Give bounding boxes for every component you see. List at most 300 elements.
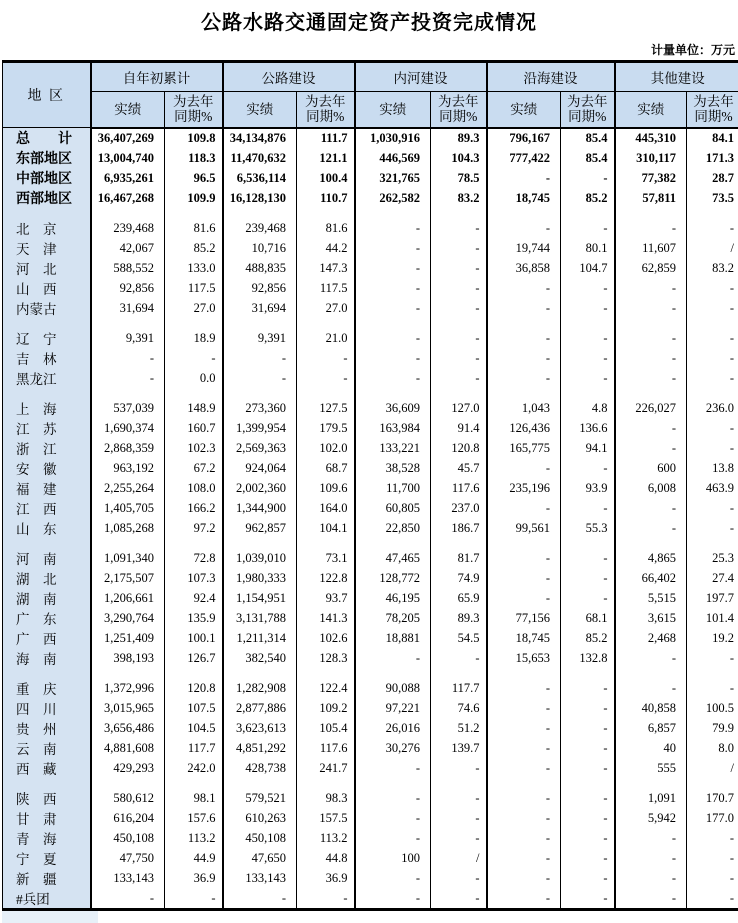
actual-value-cell: 18,745 <box>487 188 561 208</box>
yoy-value-cell: 96.5 <box>165 168 223 188</box>
table-row <box>3 148 738 168</box>
region-cell: 黑龙江 <box>3 368 91 388</box>
yoy-value-cell: 67.2 <box>165 458 223 478</box>
actual-value-cell: 5,515 <box>615 588 687 608</box>
yoy-value-cell: - <box>165 888 223 910</box>
yoy-value-cell <box>687 668 738 678</box>
yoy-value-cell: - <box>561 698 615 718</box>
yoy-value-cell: - <box>561 758 615 778</box>
yoy-value-cell <box>165 208 223 218</box>
actual-value-cell: 382,540 <box>223 648 297 668</box>
yoy-value-cell: 81.6 <box>165 218 223 238</box>
actual-value-cell: 1,282,908 <box>223 678 297 698</box>
actual-value-cell: 6,008 <box>615 478 687 498</box>
column-group-cumulative: 自年初累计 <box>91 62 223 92</box>
actual-value-cell: 46,195 <box>355 588 431 608</box>
yoy-value-cell: - <box>561 568 615 588</box>
yoy-value-cell: 55.3 <box>561 518 615 538</box>
actual-value-cell: - <box>487 278 561 298</box>
actual-value-cell: 1,690,374 <box>91 418 165 438</box>
actual-value-cell: - <box>223 888 297 910</box>
actual-value-cell: 78,205 <box>355 608 431 628</box>
actual-value-cell <box>91 778 165 788</box>
actual-value-cell <box>615 778 687 788</box>
actual-value-cell: 777,422 <box>487 148 561 168</box>
table-header <box>3 62 738 128</box>
column-header-actual: 实绩 <box>91 92 165 128</box>
actual-value-cell: 13,004,740 <box>91 148 165 168</box>
yoy-value-cell <box>297 388 355 398</box>
actual-value-cell <box>91 388 165 398</box>
actual-value-cell: - <box>355 258 431 278</box>
column-group-other: 其他建设 <box>615 62 738 92</box>
yoy-value-cell: - <box>561 848 615 868</box>
region-cell: 西部地区 <box>3 188 91 208</box>
yoy-value-cell: 141.3 <box>297 608 355 628</box>
yoy-value-cell: 109.2 <box>297 698 355 718</box>
yoy-value-cell: 101.4 <box>687 608 738 628</box>
actual-value-cell: 962,857 <box>223 518 297 538</box>
actual-value-cell: 9,391 <box>91 328 165 348</box>
yoy-value-cell: 241.7 <box>297 758 355 778</box>
yoy-value-cell: 132.8 <box>561 648 615 668</box>
actual-value-cell: - <box>91 888 165 910</box>
actual-value-cell: - <box>487 678 561 698</box>
actual-value-cell: - <box>615 438 687 458</box>
actual-value-cell: - <box>487 788 561 808</box>
actual-value-cell: - <box>487 498 561 518</box>
actual-value-cell: - <box>487 888 561 910</box>
yoy-value-cell: 83.2 <box>687 258 738 278</box>
table-row <box>3 418 738 438</box>
yoy-value-cell <box>431 668 487 678</box>
actual-value-cell: - <box>355 298 431 318</box>
actual-value-cell: 92,856 <box>223 278 297 298</box>
yoy-value-cell: 100.1 <box>165 628 223 648</box>
yoy-value-cell: 25.3 <box>687 548 738 568</box>
yoy-value-cell: - <box>687 868 738 888</box>
yoy-value-cell: 463.9 <box>687 478 738 498</box>
actual-value-cell <box>223 668 297 678</box>
actual-value-cell: 3,131,788 <box>223 608 297 628</box>
actual-value-cell: 579,521 <box>223 788 297 808</box>
actual-value-cell <box>487 778 561 788</box>
yoy-value-cell: 109.9 <box>165 188 223 208</box>
actual-value-cell: 5,942 <box>615 808 687 828</box>
yoy-value-cell: - <box>561 718 615 738</box>
yoy-value-cell: 79.9 <box>687 718 738 738</box>
yoy-value-cell: - <box>431 348 487 368</box>
actual-value-cell: 31,694 <box>223 298 297 318</box>
yoy-value-cell: 197.7 <box>687 588 738 608</box>
actual-value-cell: 100 <box>355 848 431 868</box>
page-title: 公路水路交通固定资产投资完成情况 <box>201 12 537 34</box>
region-column-stub <box>2 911 98 923</box>
region-cell: 福 建 <box>3 478 91 498</box>
actual-value-cell <box>223 318 297 328</box>
yoy-value-cell: 28.7 <box>687 168 738 188</box>
yoy-value-cell: 73.1 <box>297 548 355 568</box>
yoy-value-cell <box>687 318 738 328</box>
yoy-value-cell <box>165 388 223 398</box>
actual-value-cell: - <box>615 648 687 668</box>
yoy-value-cell: 122.8 <box>297 568 355 588</box>
actual-value-cell: - <box>487 848 561 868</box>
actual-value-cell: 3,623,613 <box>223 718 297 738</box>
actual-value-cell: 1,030,916 <box>355 128 431 149</box>
yoy-value-cell: 68.1 <box>561 608 615 628</box>
yoy-value-cell <box>297 318 355 328</box>
yoy-value-cell: 157.5 <box>297 808 355 828</box>
yoy-value-cell <box>687 538 738 548</box>
yoy-value-cell: 98.1 <box>165 788 223 808</box>
yoy-value-cell: / <box>431 848 487 868</box>
actual-value-cell: - <box>615 278 687 298</box>
table-row <box>3 478 738 498</box>
actual-value-cell: 235,196 <box>487 478 561 498</box>
yoy-value-cell: 104.5 <box>165 718 223 738</box>
actual-value-cell: 18,745 <box>487 628 561 648</box>
yoy-value-cell: - <box>561 738 615 758</box>
table-row <box>3 218 738 238</box>
yoy-value-cell: 68.7 <box>297 458 355 478</box>
actual-value-cell <box>615 538 687 548</box>
yoy-value-cell: 81.6 <box>297 218 355 238</box>
yoy-value-cell: - <box>687 828 738 848</box>
yoy-value-cell: 80.1 <box>561 238 615 258</box>
actual-value-cell: 30,276 <box>355 738 431 758</box>
yoy-value-cell: - <box>561 678 615 698</box>
table-row <box>3 168 738 188</box>
yoy-value-cell: 117.7 <box>165 738 223 758</box>
table-row <box>3 128 738 149</box>
yoy-value-cell <box>431 208 487 218</box>
actual-value-cell: 1,043 <box>487 398 561 418</box>
yoy-value-cell: 102.3 <box>165 438 223 458</box>
actual-value-cell: 40 <box>615 738 687 758</box>
yoy-value-cell: 127.5 <box>297 398 355 418</box>
table-row <box>3 608 738 628</box>
yoy-value-cell: 236.0 <box>687 398 738 418</box>
region-cell: 山 东 <box>3 518 91 538</box>
yoy-value-cell: 160.7 <box>165 418 223 438</box>
actual-value-cell: 239,468 <box>223 218 297 238</box>
yoy-value-cell: / <box>687 758 738 778</box>
actual-value-cell: 1,251,409 <box>91 628 165 648</box>
actual-value-cell: - <box>355 808 431 828</box>
actual-value-cell <box>487 388 561 398</box>
actual-value-cell <box>91 668 165 678</box>
actual-value-cell: - <box>615 518 687 538</box>
yoy-value-cell: 105.4 <box>297 718 355 738</box>
table-row <box>3 458 738 478</box>
table-row <box>3 828 738 848</box>
yoy-value-cell: 102.0 <box>297 438 355 458</box>
yoy-value-cell: - <box>687 348 738 368</box>
actual-value-cell: 16,128,130 <box>223 188 297 208</box>
yoy-value-cell: - <box>561 298 615 318</box>
yoy-value-cell <box>687 208 738 218</box>
yoy-value-cell: 27.4 <box>687 568 738 588</box>
actual-value-cell <box>91 318 165 328</box>
actual-value-cell: 10,716 <box>223 238 297 258</box>
actual-value-cell <box>355 668 431 678</box>
yoy-value-cell <box>165 318 223 328</box>
actual-value-cell <box>223 388 297 398</box>
actual-value-cell: - <box>615 328 687 348</box>
actual-value-cell: - <box>487 868 561 888</box>
yoy-value-cell <box>687 778 738 788</box>
yoy-value-cell: - <box>561 168 615 188</box>
table-row <box>3 888 738 910</box>
yoy-value-cell: 135.9 <box>165 608 223 628</box>
yoy-value-cell: 110.7 <box>297 188 355 208</box>
region-cell: 重 庆 <box>3 678 91 698</box>
yoy-value-cell: 127.0 <box>431 398 487 418</box>
actual-value-cell: 1,154,951 <box>223 588 297 608</box>
actual-value-cell: - <box>487 738 561 758</box>
actual-value-cell: - <box>487 588 561 608</box>
yoy-value-cell: 36.9 <box>165 868 223 888</box>
yoy-value-cell: 166.2 <box>165 498 223 518</box>
investment-table <box>2 60 738 911</box>
yoy-value-cell <box>561 318 615 328</box>
actual-value-cell: 11,470,632 <box>223 148 297 168</box>
yoy-value-cell: 45.7 <box>431 458 487 478</box>
actual-value-cell <box>615 318 687 328</box>
yoy-value-cell: - <box>687 498 738 518</box>
actual-value-cell: - <box>355 238 431 258</box>
yoy-value-cell: 94.1 <box>561 438 615 458</box>
yoy-value-cell: - <box>431 868 487 888</box>
actual-value-cell: 537,039 <box>91 398 165 418</box>
yoy-value-cell: 27.0 <box>297 298 355 318</box>
actual-value-cell: 6,857 <box>615 718 687 738</box>
actual-value-cell: 488,835 <box>223 258 297 278</box>
actual-value-cell: 1,206,661 <box>91 588 165 608</box>
region-cell: 吉 林 <box>3 348 91 368</box>
actual-value-cell <box>355 388 431 398</box>
table-row <box>3 848 738 868</box>
actual-value-cell: 15,653 <box>487 648 561 668</box>
yoy-value-cell: 19.2 <box>687 628 738 648</box>
table-row <box>3 738 738 758</box>
yoy-value-cell: - <box>561 498 615 518</box>
yoy-value-cell: 113.2 <box>297 828 355 848</box>
yoy-value-cell: - <box>687 298 738 318</box>
yoy-value-cell: - <box>431 808 487 828</box>
actual-value-cell: - <box>615 348 687 368</box>
actual-value-cell: 2,569,363 <box>223 438 297 458</box>
yoy-value-cell: 104.3 <box>431 148 487 168</box>
actual-value-cell: 11,607 <box>615 238 687 258</box>
actual-value-cell: 36,858 <box>487 258 561 278</box>
spacer-row <box>3 208 738 218</box>
yoy-value-cell: - <box>297 348 355 368</box>
actual-value-cell: - <box>487 548 561 568</box>
table-row <box>3 438 738 458</box>
yoy-value-cell: 109.8 <box>165 128 223 149</box>
yoy-value-cell: 97.2 <box>165 518 223 538</box>
actual-value-cell <box>355 318 431 328</box>
actual-value-cell <box>355 538 431 548</box>
yoy-value-cell: 74.9 <box>431 568 487 588</box>
actual-value-cell: 450,108 <box>91 828 165 848</box>
yoy-value-cell: - <box>687 368 738 388</box>
yoy-value-cell <box>561 208 615 218</box>
column-header-yoy: 为去年 同期% <box>561 92 615 128</box>
actual-value-cell: - <box>223 368 297 388</box>
actual-value-cell: 3,615 <box>615 608 687 628</box>
actual-value-cell: - <box>615 828 687 848</box>
actual-value-cell: 31,694 <box>91 298 165 318</box>
yoy-value-cell: 44.9 <box>165 848 223 868</box>
region-cell <box>3 318 91 328</box>
yoy-value-cell: 78.5 <box>431 168 487 188</box>
spacer-row <box>3 388 738 398</box>
actual-value-cell: - <box>487 168 561 188</box>
yoy-value-cell: 13.8 <box>687 458 738 478</box>
yoy-value-cell: 0.0 <box>165 368 223 388</box>
actual-value-cell: 36,609 <box>355 398 431 418</box>
actual-value-cell: 47,650 <box>223 848 297 868</box>
actual-value-cell: 2,868,359 <box>91 438 165 458</box>
yoy-value-cell: 171.3 <box>687 148 738 168</box>
yoy-value-cell <box>165 778 223 788</box>
table-row <box>3 718 738 738</box>
yoy-value-cell: 81.7 <box>431 548 487 568</box>
table-row <box>3 588 738 608</box>
region-cell: 广 东 <box>3 608 91 628</box>
actual-value-cell <box>487 208 561 218</box>
yoy-value-cell: - <box>687 648 738 668</box>
yoy-value-cell: 147.3 <box>297 258 355 278</box>
yoy-value-cell: 85.2 <box>165 238 223 258</box>
region-cell: 湖 南 <box>3 588 91 608</box>
actual-value-cell: 924,064 <box>223 458 297 478</box>
actual-value-cell: - <box>615 868 687 888</box>
yoy-value-cell: 117.7 <box>431 678 487 698</box>
yoy-value-cell: 111.7 <box>297 128 355 149</box>
yoy-value-cell <box>561 778 615 788</box>
actual-value-cell: 398,193 <box>91 648 165 668</box>
actual-value-cell: 26,016 <box>355 718 431 738</box>
yoy-value-cell: - <box>431 298 487 318</box>
table-row <box>3 368 738 388</box>
region-cell: 上 海 <box>3 398 91 418</box>
region-cell: #兵团 <box>3 888 91 910</box>
yoy-value-cell: 109.6 <box>297 478 355 498</box>
yoy-value-cell: 93.7 <box>297 588 355 608</box>
actual-value-cell: 3,015,965 <box>91 698 165 718</box>
actual-value-cell: - <box>487 828 561 848</box>
column-header-yoy: 为去年 同期% <box>165 92 223 128</box>
table-row <box>3 698 738 718</box>
table-row <box>3 298 738 318</box>
yoy-value-cell: 122.4 <box>297 678 355 698</box>
yoy-value-cell: 83.2 <box>431 188 487 208</box>
actual-value-cell <box>615 668 687 678</box>
actual-value-cell: 126,436 <box>487 418 561 438</box>
yoy-value-cell: 93.9 <box>561 478 615 498</box>
yoy-value-cell: - <box>561 828 615 848</box>
actual-value-cell: 2,255,264 <box>91 478 165 498</box>
actual-value-cell: - <box>355 648 431 668</box>
actual-value-cell <box>91 208 165 218</box>
actual-value-cell: 133,143 <box>223 868 297 888</box>
yoy-value-cell: 91.4 <box>431 418 487 438</box>
yoy-value-cell: - <box>431 648 487 668</box>
actual-value-cell: - <box>615 678 687 698</box>
yoy-value-cell: 107.3 <box>165 568 223 588</box>
region-cell: 总 计 <box>3 128 91 149</box>
yoy-value-cell: 136.6 <box>561 418 615 438</box>
yoy-value-cell: 84.1 <box>687 128 738 149</box>
yoy-value-cell: 54.5 <box>431 628 487 648</box>
actual-value-cell: 4,851,292 <box>223 738 297 758</box>
actual-value-cell: 446,569 <box>355 148 431 168</box>
yoy-value-cell <box>297 208 355 218</box>
yoy-value-cell: - <box>687 418 738 438</box>
yoy-value-cell: - <box>561 588 615 608</box>
yoy-value-cell <box>561 538 615 548</box>
yoy-value-cell: - <box>687 848 738 868</box>
yoy-value-cell: 72.8 <box>165 548 223 568</box>
yoy-value-cell <box>561 388 615 398</box>
table-row <box>3 548 738 568</box>
table-row <box>3 788 738 808</box>
region-cell: 辽 宁 <box>3 328 91 348</box>
yoy-value-cell: - <box>431 828 487 848</box>
actual-value-cell: 1,091,340 <box>91 548 165 568</box>
actual-value-cell: 77,382 <box>615 168 687 188</box>
region-cell: 天 津 <box>3 238 91 258</box>
actual-value-cell: 1,399,954 <box>223 418 297 438</box>
yoy-value-cell: - <box>431 258 487 278</box>
region-cell: 湖 北 <box>3 568 91 588</box>
yoy-value-cell <box>297 538 355 548</box>
yoy-value-cell: 164.0 <box>297 498 355 518</box>
actual-value-cell: 616,204 <box>91 808 165 828</box>
region-cell <box>3 778 91 788</box>
column-group-inland-river: 内河建设 <box>355 62 487 92</box>
yoy-value-cell: - <box>687 518 738 538</box>
yoy-value-cell: 85.2 <box>561 188 615 208</box>
yoy-value-cell: 89.3 <box>431 128 487 149</box>
actual-value-cell: 19,744 <box>487 238 561 258</box>
actual-value-cell: 450,108 <box>223 828 297 848</box>
yoy-value-cell: - <box>165 348 223 368</box>
actual-value-cell: 262,582 <box>355 188 431 208</box>
actual-value-cell <box>223 538 297 548</box>
yoy-value-cell: 170.7 <box>687 788 738 808</box>
region-cell: 江 苏 <box>3 418 91 438</box>
yoy-value-cell: 139.7 <box>431 738 487 758</box>
region-cell: 山 西 <box>3 278 91 298</box>
region-cell: 江 西 <box>3 498 91 518</box>
yoy-value-cell: 44.8 <box>297 848 355 868</box>
region-cell: 浙 江 <box>3 438 91 458</box>
yoy-value-cell <box>431 388 487 398</box>
actual-value-cell: 66,402 <box>615 568 687 588</box>
column-header-region: 地 区 <box>3 62 91 128</box>
actual-value-cell: - <box>487 808 561 828</box>
actual-value-cell: - <box>355 888 431 910</box>
actual-value-cell: - <box>487 348 561 368</box>
region-cell: 云 南 <box>3 738 91 758</box>
yoy-value-cell: 65.9 <box>431 588 487 608</box>
yoy-value-cell: - <box>431 218 487 238</box>
